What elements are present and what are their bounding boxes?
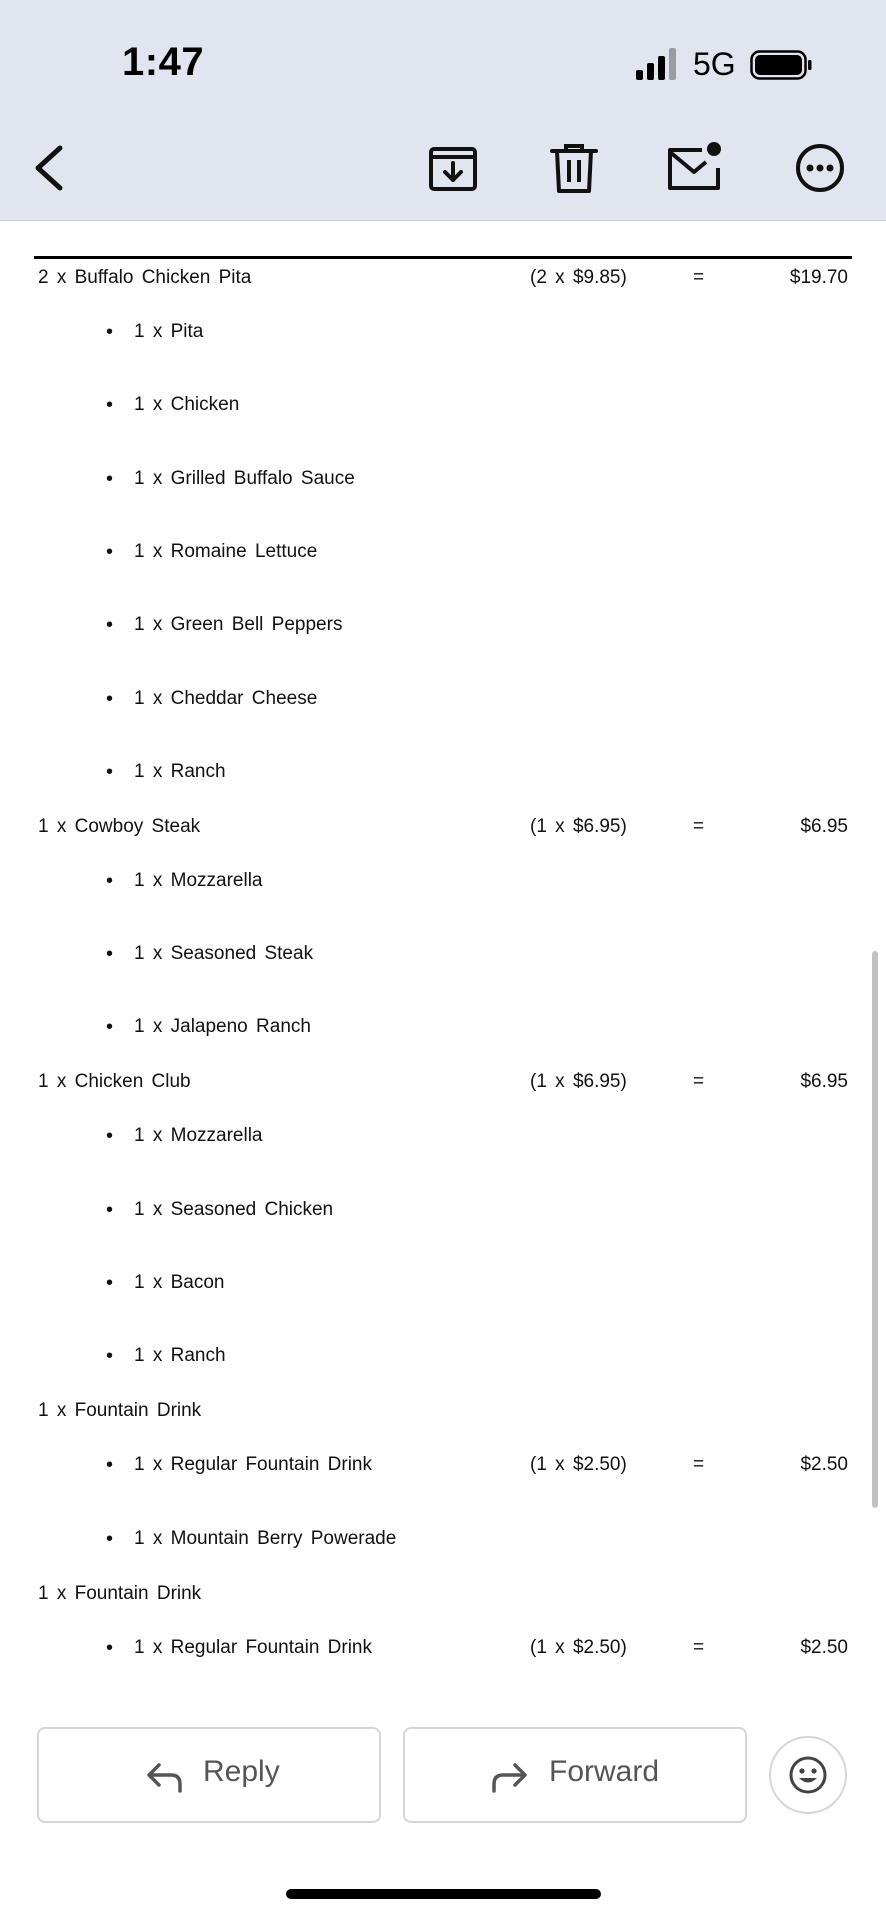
bullet-icon: •: [106, 614, 114, 637]
bullet-icon: •: [106, 1345, 114, 1368]
sub-item-name: 1 x Chicken: [134, 394, 240, 416]
sub-item-name: 1 x Pita: [134, 321, 204, 342]
bullet-icon: •: [106, 321, 114, 343]
sub-item-name: 1 x Romaine Lettuce: [134, 540, 318, 562]
sub-item-name: 1 x Regular Fountain Drink: [134, 1636, 372, 1658]
order-line-row: [0, 1069, 886, 1095]
bullet-icon: •: [106, 943, 114, 966]
item-calc: (1 x $2.50): [530, 1454, 627, 1476]
sub-item-row: [0, 319, 886, 345]
sub-item-row: [0, 759, 886, 785]
archive-icon[interactable]: [426, 140, 482, 196]
mail-unread-icon[interactable]: [666, 140, 722, 196]
item-name: 1 x Cowboy Steak: [38, 815, 201, 837]
forward-icon: [489, 1759, 529, 1795]
scrollbar[interactable]: [872, 951, 878, 1508]
sub-item-row: [0, 1343, 886, 1369]
order-line-row: [0, 1398, 886, 1424]
smiley-icon: [788, 1755, 828, 1795]
bullet-icon: •: [106, 1454, 114, 1477]
sub-item-row: [0, 392, 886, 418]
sub-item-row: [0, 1452, 886, 1478]
item-total: $6.95: [800, 1071, 848, 1093]
item-total: $6.95: [800, 815, 848, 837]
email-body: [0, 221, 886, 1701]
forward-label: Forward: [549, 1755, 660, 1788]
sub-item-name: 1 x Green Bell Peppers: [134, 614, 343, 636]
sub-item-row: [0, 686, 886, 712]
sub-item-name: 1 x Cheddar Cheese: [134, 687, 318, 709]
bullet-icon: •: [106, 1125, 114, 1148]
sub-item-row: [0, 539, 886, 565]
item-name: 1 x Fountain Drink: [38, 1400, 202, 1422]
bullet-icon: •: [106, 1527, 114, 1550]
sub-item-name: 1 x Mountain Berry Powerade: [134, 1527, 397, 1549]
sub-item-name: 1 x Mozzarella: [134, 1125, 263, 1147]
sub-item-name: 1 x Seasoned Steak: [134, 943, 314, 965]
item-total: $2.50: [800, 1454, 848, 1476]
bullet-icon: •: [106, 869, 114, 892]
top-bar: [0, 0, 886, 221]
network-type: 5G: [693, 46, 736, 82]
equals-sign: =: [693, 1071, 705, 1093]
item-calc: (2 x $9.85): [530, 267, 627, 288]
bullet-icon: •: [106, 540, 114, 563]
order-line-row: [0, 814, 886, 840]
sub-item-row: [0, 1526, 886, 1552]
sub-item-row: [0, 612, 886, 638]
sub-item-name: 1 x Mozzarella: [134, 869, 263, 891]
sub-item-row: [0, 466, 886, 492]
sub-item-row: [0, 1197, 886, 1223]
sub-item-name: 1 x Regular Fountain Drink: [134, 1454, 372, 1476]
reply-button[interactable]: [37, 1727, 381, 1823]
sub-item-name: 1 x Grilled Buffalo Sauce: [134, 467, 355, 489]
home-indicator: [286, 1889, 601, 1899]
equals-sign: =: [693, 1454, 705, 1476]
item-total: $19.70: [789, 267, 848, 288]
signal-icon: [636, 48, 680, 80]
sub-item-row: [0, 1123, 886, 1149]
sub-item-row: [0, 1270, 886, 1296]
emoji-reaction-button[interactable]: [769, 1736, 847, 1814]
sub-item-row: [0, 941, 886, 967]
divider: [34, 256, 852, 259]
bullet-icon: •: [106, 1272, 114, 1294]
sub-item-name: 1 x Ranch: [134, 760, 226, 782]
equals-sign: =: [693, 1636, 705, 1658]
item-name: 2 x Buffalo Chicken Pita: [38, 267, 252, 288]
bullet-icon: •: [106, 1198, 114, 1221]
sub-item-name: 1 x Seasoned Chicken: [134, 1198, 334, 1220]
order-line-row: [0, 265, 886, 291]
sub-item-row: [0, 1635, 886, 1661]
item-calc: (1 x $6.95): [530, 815, 627, 837]
reply-icon: [145, 1759, 185, 1795]
sub-item-row: [0, 1014, 886, 1040]
trash-icon[interactable]: [546, 140, 602, 196]
battery-icon: [750, 50, 812, 80]
bullet-icon: •: [106, 467, 114, 490]
status-time: 1:47: [122, 40, 205, 84]
bullet-icon: •: [106, 1636, 114, 1659]
item-calc: (1 x $2.50): [530, 1636, 627, 1658]
bullet-icon: •: [106, 687, 114, 710]
item-total: $2.50: [800, 1636, 848, 1658]
sub-item-row: [0, 868, 886, 894]
item-name: 1 x Fountain Drink: [38, 1582, 202, 1604]
equals-sign: =: [693, 815, 705, 837]
sub-item-name: 1 x Bacon: [134, 1272, 225, 1293]
chevron-left-icon[interactable]: [28, 140, 84, 196]
forward-button[interactable]: [403, 1727, 747, 1823]
item-name: 1 x Chicken Club: [38, 1071, 191, 1093]
item-calc: (1 x $6.95): [530, 1071, 627, 1093]
sub-item-name: 1 x Ranch: [134, 1345, 226, 1367]
bullet-icon: •: [106, 1016, 114, 1039]
sub-item-name: 1 x Jalapeno Ranch: [134, 1016, 311, 1038]
order-line-row: [0, 1581, 886, 1607]
bullet-icon: •: [106, 760, 114, 783]
reply-label: Reply: [203, 1755, 280, 1788]
bullet-icon: •: [106, 394, 114, 417]
equals-sign: =: [693, 267, 705, 288]
more-icon[interactable]: [792, 140, 848, 196]
